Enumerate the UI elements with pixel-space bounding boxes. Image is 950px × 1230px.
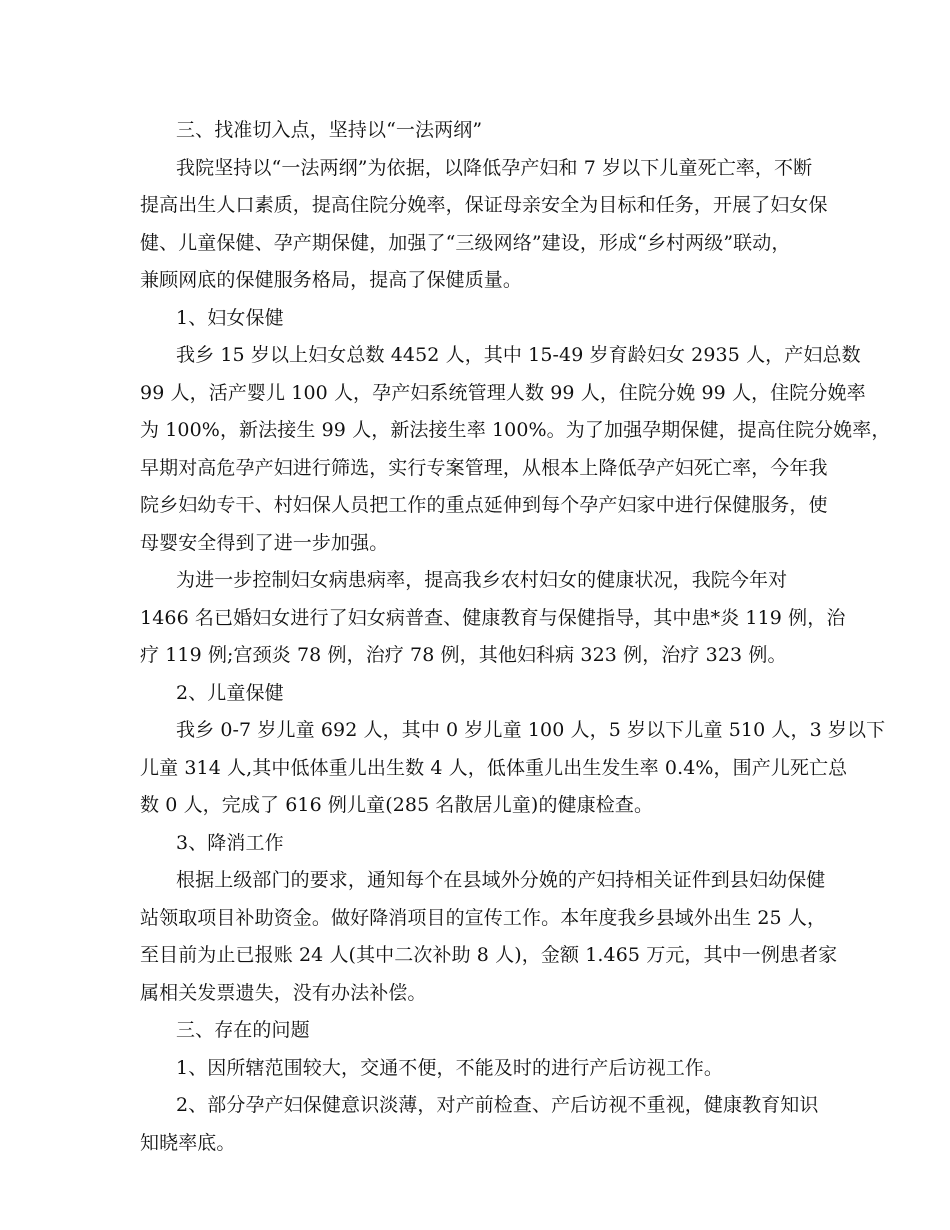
text-line: 提高出生人口素质，提高住院分娩率，保证母亲安全为目标和任务，开展了妇女保 (140, 194, 828, 216)
text-line: 健、儿童保健、孕产期保健，加强了“三级网络”建设，形成“乡村两级”联动， (140, 231, 791, 254)
text-line: 我院坚持以“一法两纲”为依据，以降低孕产妇和 7 岁以下儿童死亡率，不断 (176, 156, 813, 179)
text-line: 属相关发票遗失，没有办法补偿。 (140, 981, 427, 1004)
text-line: 为进一步控制妇女病患病率，提高我乡农村妇女的健康状况，我院今年对 (176, 569, 788, 591)
text-line: 我乡 15 岁以上妇女总数 4452 人，其中 15-49 岁育龄妇女 2935 人，产妇总数 (176, 344, 861, 366)
text-line: 3、降消工作 (176, 831, 284, 854)
text-line: 2、儿童保健 (176, 681, 284, 704)
text-line: 1、因所辖范围较大，交通不便，不能及时的进行产后访视工作。 (176, 1056, 723, 1079)
text-line: 根据上级部门的要求，通知每个在县域外分娩的产妇持相关证件到县妇幼保健 (176, 869, 826, 891)
text-line: 早期对高危孕产妇进行筛选，实行专案管理，从根本上降低孕产妇死亡率，今年我 (140, 456, 828, 479)
text-line: 儿童 314 人,其中低体重儿出生数 4 人，低体重儿出生发生率 0.4%，围产儿死亡总 (140, 756, 848, 779)
text-line: 2、部分孕产妇保健意识淡薄，对产前检查、产后访视不重视，健康教育知识 (176, 1094, 819, 1116)
text-line: 1466 名已婚妇女进行了妇女病普查、健康教育与保健指导，其中患*炎 119 例，治 (140, 606, 846, 629)
text-line: 1、妇女保健 (176, 306, 284, 329)
text-line: 为 100%，新法接生 99 人，新法接生率 100%。为了加强孕期保健，提高住院分娩率， (140, 419, 891, 441)
text-line: 母婴安全得到了进一步加强。 (140, 531, 389, 554)
text-line: 院乡妇幼专干、村妇保人员把工作的重点延伸到每个孕产妇家中进行保健服务，使 (140, 494, 828, 516)
text-line: 数 0 人，完成了 616 例儿童(285 名散居儿童)的健康检查。 (140, 794, 654, 816)
text-line: 99 人，活产婴儿 100 人，孕产妇系统管理人数 99 人，住院分娩 99 人，住院分娩率 (140, 381, 866, 404)
document-body (140, 112, 891, 1162)
text-line: 疗 119 例;宫颈炎 78 例，治疗 78 例，其他妇科病 323 例，治疗 323 例。 (140, 644, 787, 666)
text-line: 三、找准切入点，坚持以“一法两纲” (176, 119, 483, 141)
text-line: 兼顾网底的保健服务格局，提高了保健质量。 (140, 269, 523, 291)
text-line: 知晓率底。 (140, 1131, 236, 1154)
text-line: 三、存在的问题 (176, 1019, 310, 1041)
text-line: 站领取项目补助资金。做好降消项目的宣传工作。本年度我乡县域外出生 25 人， (140, 906, 827, 929)
text-line: 我乡 0-7 岁儿童 692 人，其中 0 岁儿童 100 人，5 岁以下儿童 510 人，3 岁以下 (176, 719, 886, 741)
text-line: 至目前为止已报账 24 人(其中二次补助 8 人)，金额 1.465 万元，其中一例患者家 (140, 944, 838, 966)
